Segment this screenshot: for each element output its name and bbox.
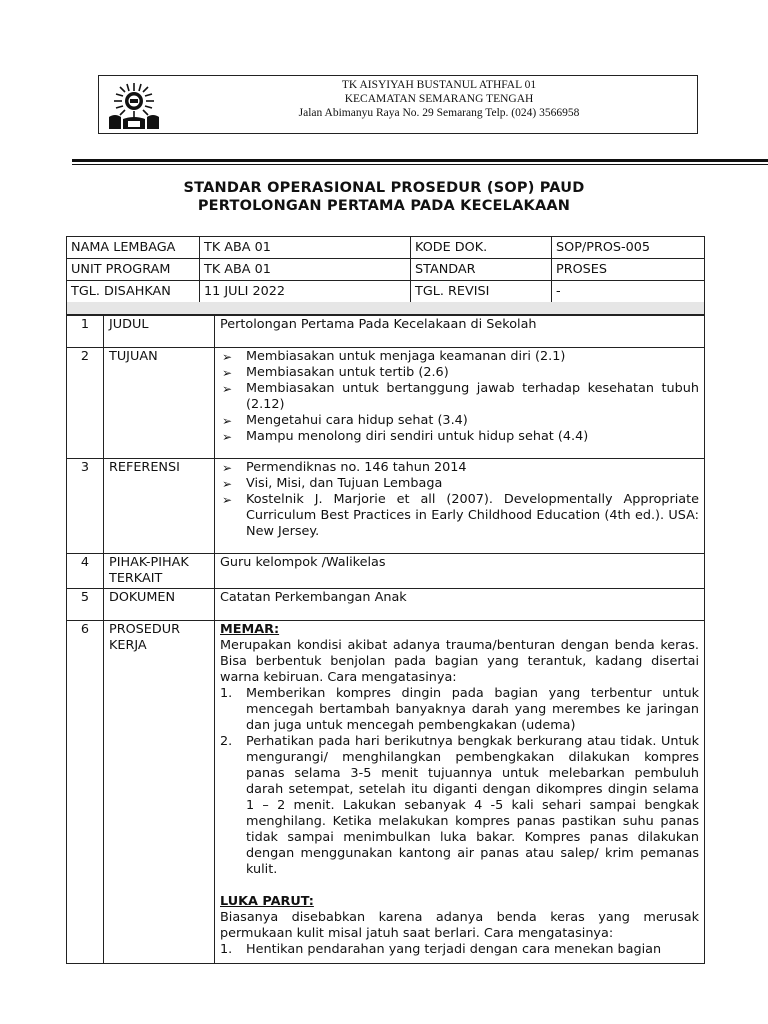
step-number: 1. xyxy=(220,686,233,701)
list-item: ➢ Membiasakan untuk menjaga keamanan diri (2.1) xyxy=(220,349,699,365)
tujuan-list xyxy=(220,349,699,445)
table-row-judul xyxy=(67,316,705,348)
info-label: STANDAR xyxy=(411,259,552,281)
letterhead xyxy=(98,75,698,134)
info-value: TK ABA 01 xyxy=(200,259,411,281)
step-number: 2. xyxy=(220,734,233,749)
info-value: TK ABA 01 xyxy=(200,237,411,259)
row-label: PROSEDUR KERJA xyxy=(104,621,215,964)
referensi-list xyxy=(220,460,699,540)
memar-heading: MEMAR: xyxy=(220,622,280,637)
info-label: TGL. REVISI xyxy=(411,281,552,303)
row-content xyxy=(215,621,705,964)
row-number: 2 xyxy=(67,348,104,459)
list-item xyxy=(220,734,699,878)
info-label: KODE DOK. xyxy=(411,237,552,259)
list-item: ➢ Visi, Misi, dan Tujuan Lembaga xyxy=(220,476,699,492)
list-item: ➢ Membiasakan untuk tertib (2.6) xyxy=(220,365,699,381)
header-rule-thin xyxy=(72,164,768,165)
info-row xyxy=(67,237,705,259)
table-row-pihak xyxy=(67,554,705,589)
table-row-dokumen xyxy=(67,589,705,621)
table-row-prosedur xyxy=(67,621,705,964)
list-item: ➢ Membiasakan untuk bertanggung jawab terhadap kesehatan tubuh (2.12) xyxy=(220,381,699,413)
memar-steps xyxy=(220,686,699,878)
row-content xyxy=(215,459,705,554)
table-row-referensi xyxy=(67,459,705,554)
doc-info-table xyxy=(66,236,705,303)
row-content xyxy=(215,348,705,459)
info-value: PROSES xyxy=(552,259,705,281)
luka-intro: Biasanya disebabkan karena adanya benda keras yang merusak permukaan kulit misal jatuh saat berlari. Cara mengatasinya: xyxy=(220,910,699,941)
row-number: 4 xyxy=(67,554,104,589)
list-item xyxy=(220,686,699,734)
row-label: DOKUMEN xyxy=(104,589,215,621)
info-label: NAMA LEMBAGA xyxy=(67,237,200,259)
school-name: TK AISYIYAH BUSTANUL ATHFAL 01 xyxy=(341,79,537,91)
step-text: Memberikan kompres dingin pada bagian yang terbentur untuk mencegah bertambah banyaknya darah yang merembes ke jaringan dan juga untuk mencegah pembengkakan (udema) xyxy=(246,686,699,733)
row-label: JUDUL xyxy=(104,316,215,348)
row-number: 6 xyxy=(67,621,104,964)
list-item: ➢ Permendiknas no. 146 tahun 2014 xyxy=(220,460,699,476)
info-label: TGL. DISAHKAN xyxy=(67,281,200,303)
info-value: - xyxy=(552,281,705,303)
sop-main-table xyxy=(66,315,705,964)
row-label: TUJUAN xyxy=(104,348,215,459)
step-text: Perhatikan pada hari berikutnya bengkak berkurang atau tidak. Untuk mengurangi/ menghilangkan pembengkakan dilakukan kompres panas selama 3-5 menit tujuannya untuk melebarkan pembuluh darah setempat, setelah itu diganti dengan dikompres dingin selama 1 – 2 menit. Lakukan sebanyak 4 -5 kali sehari sampai bengkak menghilang. Ketika melakukan kompres panas pastikan suhu panas tidak sampai menimbulkan luka bakar. Kompres panas dilakukan dengan menggunakan kantong air panas atau salep/ krim pemanas kulit. xyxy=(246,734,699,877)
row-number: 5 xyxy=(67,589,104,621)
step-number: 1. xyxy=(220,942,233,957)
table-spacer-row xyxy=(66,302,705,315)
row-label: PIHAK-PIHAK TERKAIT xyxy=(104,554,215,589)
info-label: UNIT PROGRAM xyxy=(67,259,200,281)
table-row-tujuan xyxy=(67,348,705,459)
row-number: 1 xyxy=(67,316,104,348)
info-row xyxy=(67,281,705,303)
doc-title-line1: STANDAR OPERASIONAL PROSEDUR (SOP) PAUD xyxy=(183,180,585,196)
doc-title-line2: PERTOLONGAN PERTAMA PADA KECELAKAAN xyxy=(197,198,571,214)
list-item: ➢ Mampu menolong diri sendiri untuk hidup sehat (4.4) xyxy=(220,429,699,445)
row-content: Guru kelompok /Walikelas xyxy=(215,554,705,589)
row-label: REFERENSI xyxy=(104,459,215,554)
luka-steps xyxy=(220,942,699,958)
info-row xyxy=(67,259,705,281)
row-content: Catatan Perkembangan Anak xyxy=(215,589,705,621)
luka-heading: LUKA PARUT: xyxy=(220,894,314,909)
list-item xyxy=(220,942,699,958)
aisyiyah-logo-icon xyxy=(105,79,163,131)
header-rule-thick xyxy=(72,159,768,162)
info-value: SOP/PROS-005 xyxy=(552,237,705,259)
info-value: 11 JULI 2022 xyxy=(200,281,411,303)
row-number: 3 xyxy=(67,459,104,554)
memar-intro: Merupakan kondisi akibat adanya trauma/benturan dengan benda keras. Bisa berbentuk benjolan pada bagian yang terantuk, kadang disertai warna kebiruan. Cara mengatasinya: xyxy=(220,638,699,685)
step-text: Hentikan pendarahan yang terjadi dengan cara menekan bagian xyxy=(246,942,662,957)
list-item: ➢ Kostelnik J. Marjorie et all (2007). Developmentally Appropriate Curriculum Best Practices in Early Childhood Education (4th ed.). USA: New Jersey. xyxy=(220,492,699,540)
list-item: ➢ Mengetahui cara hidup sehat (3.4) xyxy=(220,413,699,429)
letterhead-text xyxy=(249,78,629,120)
district-name: KECAMATAN SEMARANG TENGAH xyxy=(344,93,534,105)
row-content: Pertolongan Pertama Pada Kecelakaan di Sekolah xyxy=(215,316,705,348)
school-address: Jalan Abimanyu Raya No. 29 Semarang Telp. (024) 3566958 xyxy=(298,107,580,119)
